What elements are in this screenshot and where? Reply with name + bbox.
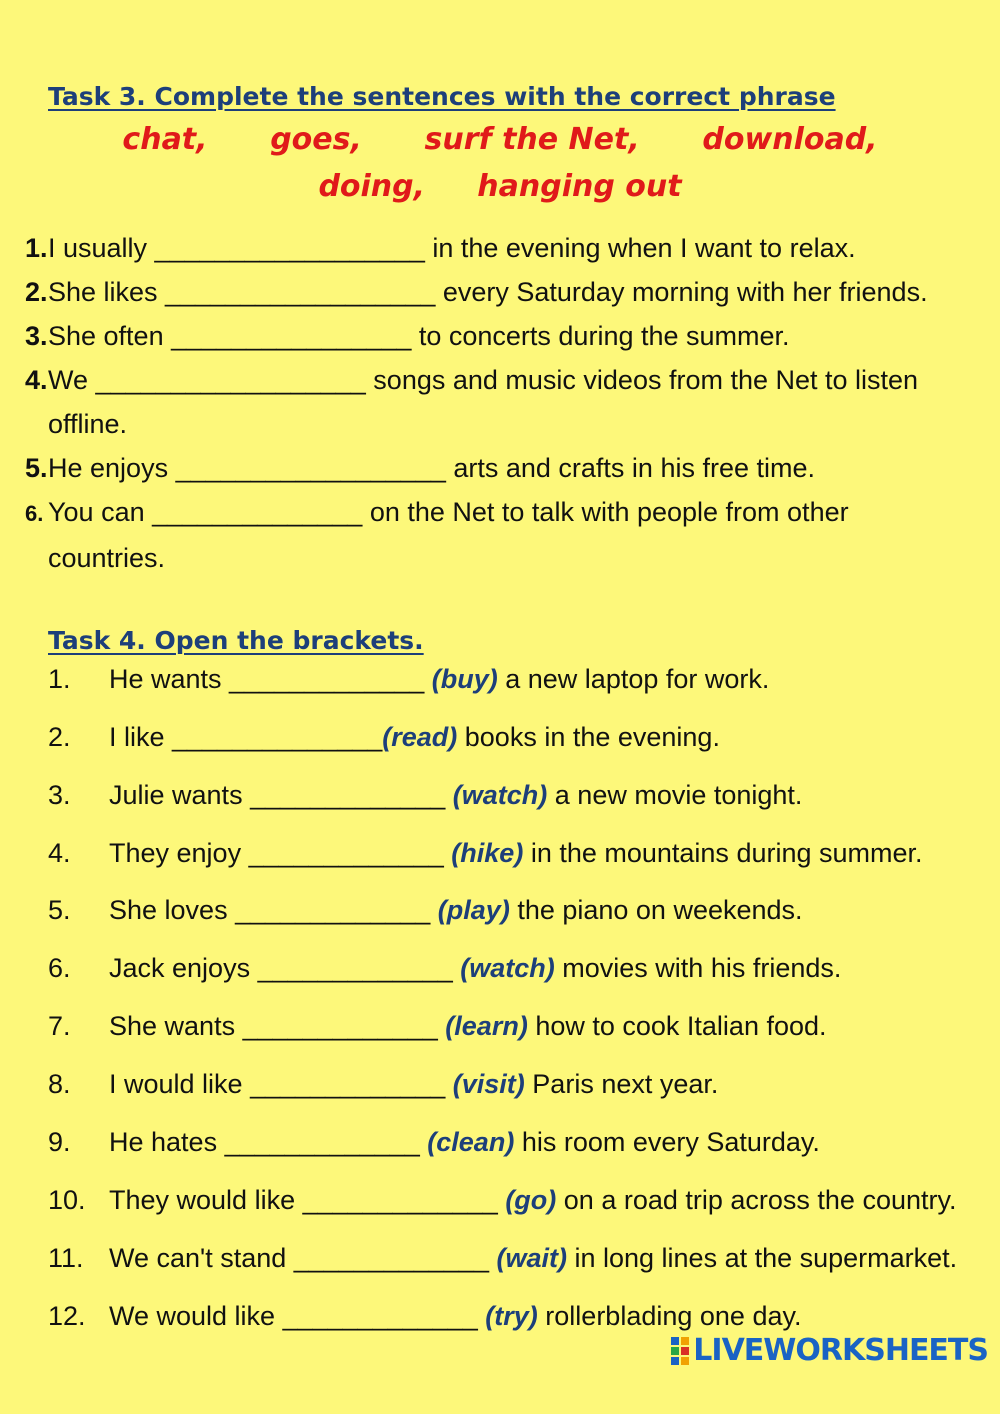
verb-hint: (watch) xyxy=(452,780,548,810)
task4-item xyxy=(48,1069,988,1105)
item-text-before: He hates _____________ xyxy=(109,1127,428,1157)
logo-square xyxy=(681,1347,689,1355)
task4-item xyxy=(48,664,988,700)
logo-square xyxy=(671,1337,679,1345)
item-number: 2. xyxy=(25,277,48,307)
task4-item xyxy=(48,1243,988,1279)
logo-square xyxy=(681,1357,689,1365)
item-text-after: his room every Saturday. xyxy=(514,1127,820,1157)
word-bank-line-2: doing, hanging out xyxy=(318,169,682,204)
item-number: 2. xyxy=(48,722,71,752)
item-text: She often ________________ to concerts during the summer. xyxy=(48,321,790,351)
task4-item xyxy=(48,1185,988,1221)
item-continuation: countries. xyxy=(48,543,166,573)
verb-hint: (hike) xyxy=(451,838,524,868)
item-number: 4. xyxy=(25,365,48,395)
item-number: 5. xyxy=(25,453,48,483)
item-number: 6. xyxy=(48,953,71,983)
item-text-before: He wants _____________ xyxy=(109,664,432,694)
item-number: 1. xyxy=(48,664,71,694)
logo-square xyxy=(671,1357,679,1365)
task4-item xyxy=(48,1127,988,1163)
item-text-before: We would like _____________ xyxy=(109,1301,486,1331)
item-text-before: Jack enjoys _____________ xyxy=(109,953,461,983)
item-text-after: on a road trip across the country. xyxy=(556,1185,957,1215)
item-text-after: movies with his friends. xyxy=(554,953,842,983)
item-text: He enjoys __________________ arts and crafts in his free time. xyxy=(48,453,815,483)
item-text-after: rollerblading one day. xyxy=(537,1301,802,1331)
task4-item xyxy=(48,722,988,758)
verb-hint: (clean) xyxy=(427,1127,515,1157)
item-number: 11. xyxy=(48,1243,84,1273)
verb-hint: (wait) xyxy=(496,1243,567,1273)
verb-hint: (visit) xyxy=(452,1069,525,1099)
item-text-after: Paris next year. xyxy=(524,1069,719,1099)
item-text-after: in long lines at the supermarket. xyxy=(566,1243,958,1273)
verb-hint: (buy) xyxy=(431,664,498,694)
item-number: 6. xyxy=(25,501,44,526)
task4-list xyxy=(48,0,988,1414)
item-text-after: a new laptop for work. xyxy=(497,664,770,694)
item-text-after: the piano on weekends. xyxy=(509,895,803,925)
item-text-after: in the mountains during summer. xyxy=(523,838,923,868)
word-bank-line-1: chat, goes, surf the Net, download, xyxy=(122,122,878,157)
item-continuation: offline. xyxy=(48,409,128,439)
verb-hint: (learn) xyxy=(445,1011,528,1041)
logo-mark-icon xyxy=(671,1337,689,1365)
verb-hint: (read) xyxy=(382,722,458,752)
item-number: 3. xyxy=(25,321,48,351)
logo-text: LIVEWORKSHEETS xyxy=(693,1333,988,1368)
item-number: 4. xyxy=(48,838,71,868)
item-text-before: We can't stand _____________ xyxy=(109,1243,497,1273)
item-number: 3. xyxy=(48,780,71,810)
logo-square xyxy=(671,1347,679,1355)
task4-item xyxy=(48,1301,988,1337)
item-text: We __________________ songs and music videos from the Net to listen xyxy=(48,365,919,395)
task4-title: Task 4. Open the brackets. xyxy=(48,626,424,655)
task3-title: Task 3. Complete the sentences with the correct phrase xyxy=(48,82,836,111)
item-number: 8. xyxy=(48,1069,71,1099)
item-text-before: They enjoy _____________ xyxy=(109,838,452,868)
item-text: You can ______________ on the Net to talk with people from other xyxy=(48,497,849,527)
item-text-after: a new movie tonight. xyxy=(547,780,803,810)
item-number: 10. xyxy=(48,1185,86,1215)
task4-item xyxy=(48,953,988,989)
verb-hint: (go) xyxy=(505,1185,557,1215)
item-text-after: books in the evening. xyxy=(457,722,720,752)
item-number: 9. xyxy=(48,1127,71,1157)
item-text-before: They would like _____________ xyxy=(109,1185,506,1215)
item-text-before: She loves _____________ xyxy=(109,895,438,925)
logo-square xyxy=(681,1337,689,1345)
item-text: I usually __________________ in the evening when I want to relax. xyxy=(48,233,856,263)
task4-item xyxy=(48,838,988,874)
item-text-before: I like ______________ xyxy=(109,722,383,752)
item-text-before: Julie wants _____________ xyxy=(109,780,453,810)
verb-hint: (play) xyxy=(437,895,510,925)
item-number: 12. xyxy=(48,1301,86,1331)
item-text-before: I would like _____________ xyxy=(109,1069,453,1099)
task4-item xyxy=(48,780,988,816)
item-number: 1. xyxy=(25,233,48,263)
task4-item xyxy=(48,1011,988,1047)
liveworksheets-logo xyxy=(671,1333,988,1368)
task4-item xyxy=(48,895,988,931)
verb-hint: (try) xyxy=(485,1301,538,1331)
item-text-before: She wants _____________ xyxy=(109,1011,446,1041)
verb-hint: (watch) xyxy=(460,953,555,983)
item-number: 7. xyxy=(48,1011,71,1041)
item-text: She likes __________________ every Saturday morning with her friends. xyxy=(48,277,928,307)
item-text-after: how to cook Italian food. xyxy=(527,1011,827,1041)
item-number: 5. xyxy=(48,895,71,925)
